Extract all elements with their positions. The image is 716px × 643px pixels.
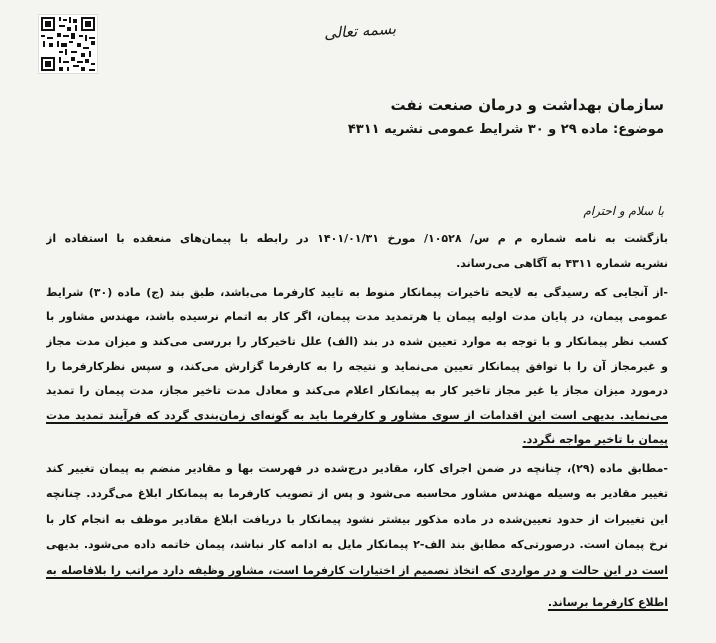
- body-line: درمورد میزان مجاز یا غیر مجاز تاخیر کار به پیمانکار اعلام می‌کند و معادل مدت تاخیر مجاز، مدت پیمان را تمدید: [46, 384, 668, 397]
- body-line: می‌نماید. بدیهی است این اقدامات از سوی مشاور و کارفرما باید به گونه‌ای زمان‌بندی گردد که فرآیند تمدید مدت: [46, 409, 668, 422]
- body-line: بازگشت به نامه شماره م م س/ ۱۰۵۲۸/ مورخ ۱۴۰۱/۰۱/۳۱ در رابطه با پیمان‌های منعقده با استفاده از: [46, 232, 668, 245]
- salutation: با سلام و احترام: [583, 204, 664, 218]
- body-line: -مطابق ماده (۲۹)، چنانچه در ضمن اجرای کار، مقادیر درج‌شده در فهرست بها و مقادیر منضم به پیمان تغییر کند: [46, 462, 668, 475]
- body-line: و غیرمجاز آن را با توافق پیمانکار تعیین می‌نماید و نتیجه را به کارفرما گزارش می‌کند، و سپس نظرکارفرما را: [46, 360, 668, 373]
- subject-line: موضوع: ماده ۲۹ و ۳۰ شرایط عمومی نشریه ۴۳۱۱: [347, 122, 664, 137]
- body-line: اطلاع کارفرما برساند.: [547, 596, 668, 609]
- bismillah-heading: بسمه تعالی: [323, 19, 397, 43]
- body-line: پیمان با تاخیر مواجه نگردد.: [522, 433, 668, 446]
- body-line: تغییر مقادیر به وسیله مهندس مشاور محاسبه می‌شود و پس از تصویب کارفرما به پیمانکار ابلاغ می‌گردد. چنانچه: [46, 487, 668, 500]
- body-line: است در این حالت و در مواردی که اتخاذ تصمیم از اختیارات کارفرما است، مشاور وظیفه دارد مراتب را بلافاصله به: [46, 564, 668, 577]
- body-line: کسب نظر پیمانکار و با توجه به موارد تعیین شده در بند (الف) علل تاخیرکار را بررسی می‌کند و میزان مدت مجاز: [46, 335, 668, 348]
- qr-code: [38, 14, 98, 74]
- body-line: نشریه شماره ۴۳۱۱ به آگاهی می‌رساند.: [456, 257, 668, 270]
- body-line: نرخ پیمان است. درصورتی‌که مطابق بند الف-۲ پیمانکار مایل به ادامه کار نباشد، پیمان خاتمه داده می‌شود. بدیهی: [46, 538, 668, 551]
- organization-name: سازمان بهداشت و درمان صنعت نفت: [390, 96, 664, 114]
- body-line: عمومی پیمان، در پایان مدت اولیه پیمان یا هرتمدید مدت پیمان، اگر کار به اتمام نرسیده باشد، مهندس مشاور با: [46, 310, 668, 323]
- body-line: -از آنجایی که رسیدگی به لایحه تاخیرات پیمانکار منوط به تایید کارفرما می‌باشد، طبق بند (ج) ماده (۳۰) شرایط: [46, 286, 668, 299]
- body-line: این تغییرات از حدود تعیین‌شده در ماده مذکور بیشتر نشود پیمانکار با دریافت ابلاغ مقادیر موظف به انجام کار با: [46, 513, 668, 526]
